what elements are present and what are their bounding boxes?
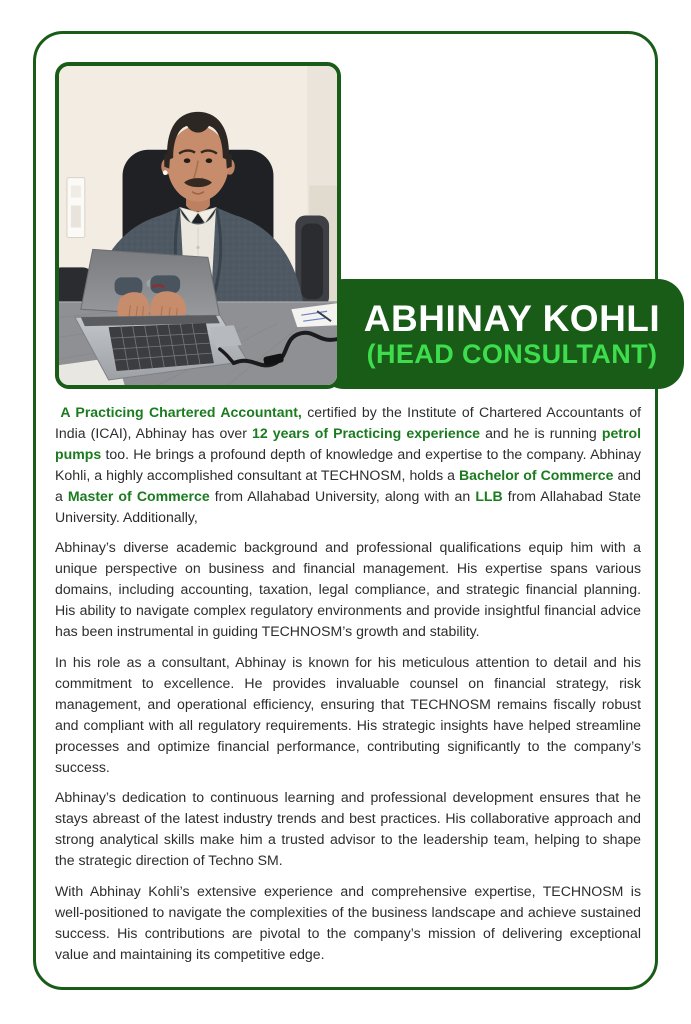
profile-photo-illustration [59,66,337,385]
person-role: (HEAD CONSULTANT) [366,339,658,370]
bio-paragraph-3: In his role as a consultant, Abhinay is known for his meticulous attention to detail and his commitment to excellence. He provides invaluable counsel on financial strategy, risk management, and operational efficiency, ensuring that TECHNOSM remains fiscally robust and compliant with all regulatory requirements. His strategic insights have helped streamline processes and optimize financial performance, contributing significantly to the company’s success. [55,653,641,775]
bio-paragraph-2: Abhinay’s diverse academic background and professional qualifications equip him with a unique perspective on business and financial management. His expertise spans various domains, including accounting, taxation, legal compliance, and strategic financial planning. His ability to navigate complex regulatory environments and provide insightful financial advice has been instrumental in guiding TECHNOSM’s growth and stability. [55,539,641,640]
name-banner [318,279,684,389]
profile-photo [55,62,341,389]
bio-paragraph-1: A Practicing Chartered Accountant, certified by the Institute of Chartered Accountants of India (ICAI), Abhinay has over 12 years of Practicing experience and he is running petrol pumps too. He brings a profound depth of knowledge and expertise to the company. Abhinay Kohli, a highly accomplished consultant at TECHNOSM, holds a Bachelor of Commerce and a Master of Commerce from Allahabad University, along with an LLB from Allahabad State University. Additionally, [55,404,641,525]
bio-paragraph-4: Abhinay’s dedication to continuous learning and professional development ensures that he stays abreast of the latest industry trends and best practices. His collaborative approach and strong analytical skills make him a trusted advisor to the leadership team, helping to shape the strategic direction of Techno SM. [55,789,641,869]
person-name: ABHINAY KOHLI [363,297,661,339]
bio-paragraph-5: With Abhinay Kohli’s extensive experience and comprehensive expertise, TECHNOSM is well-positioned to navigate the complexities of the business landscape and achieve sustained success. His contributions are pivotal to the company’s mission of delivering exceptional value and maintaining its competitive edge. [55,883,641,962]
bio-text [55,402,641,975]
